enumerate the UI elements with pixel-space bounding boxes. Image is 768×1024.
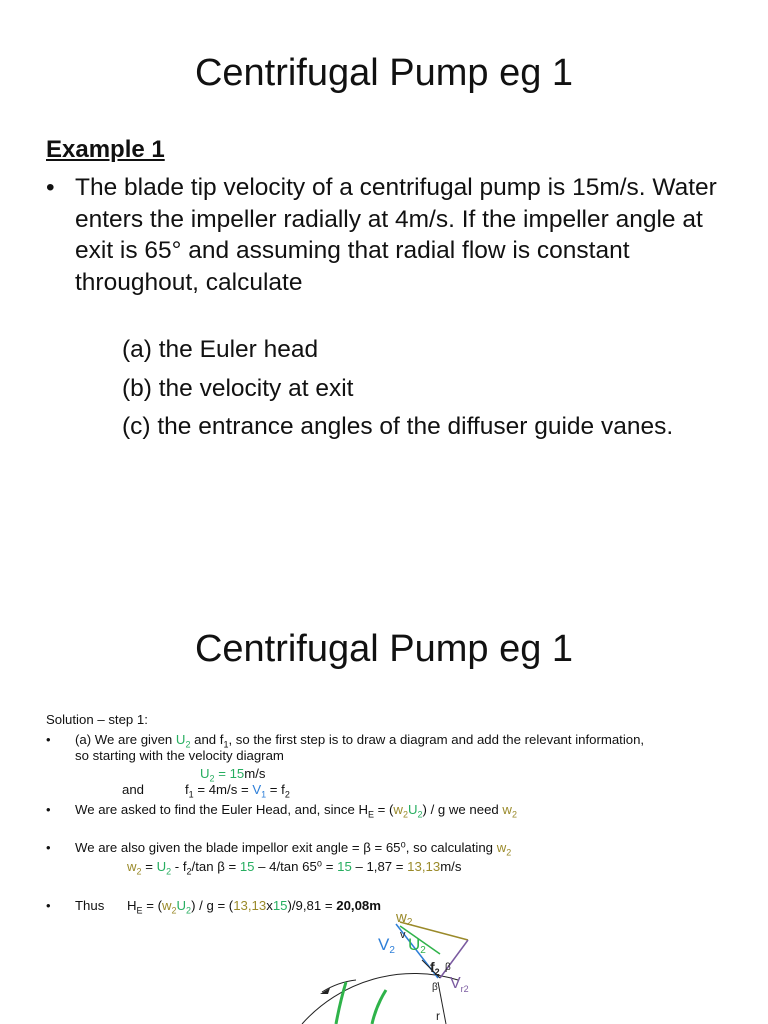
f2-label: $f_2$ [430,959,440,977]
exit-angle-line: We are also given the blade impellor exit angle = β = 65⁰, so calculating $w_2$ [75,840,512,858]
problem-text: The blade tip velocity of a centrifugal pump is 15m/s. Water enters the impeller radially at 4m/s. If the impeller angle at exit is 65° and assuming that radial flow is constant throughout, calculate [75,174,717,296]
beta-label-lower: β [432,982,438,993]
v-label: v [400,929,406,941]
bullet-marker: • [46,732,51,747]
question-c: (c) the entrance angles of the diffuser guide vanes. [122,413,674,440]
velocity-diagram [300,910,490,1024]
slide-title-2: Centrifugal Pump eg 1 [194,628,574,670]
r-label: r [436,1009,440,1023]
bullet-marker: • [46,840,51,855]
w2-label: $w_2$ [396,910,413,928]
bullet-marker: • [46,898,51,913]
euler-head-line: We are asked to find the Euler Head, and, since $H_E = (w_2U_2) / g$ we need $w_2$ [75,802,517,820]
bullet-marker: • [46,174,55,201]
u2-value: $U_2 = 15m/s$ [200,766,266,784]
slide-2 [0,576,768,1024]
thus-label: Thus [75,898,105,913]
u2-label: U2 [408,935,426,956]
blade [372,990,386,1024]
and-label: and [122,782,145,797]
solution-label: Solution – step 1: [46,712,148,727]
question-a: (a) the Euler head [122,336,319,363]
question-b: (b) the velocity at exit [122,374,354,402]
f1-value: $f_1 = 4m/s = V_1 = f_2$ [185,782,290,800]
problem-bullet [46,172,746,298]
slide-title: Centrifugal Pump eg 1 [194,52,574,94]
w2-calculation: $w_2 = U_2 - f_2/\tan$ β = 15 – 4/tan 65⁰ = 15 – 1,87 = 13,13m/s [127,859,462,877]
blade [336,982,346,1024]
question-list [122,334,742,450]
given-line-2: so starting with the velocity diagram [75,748,284,763]
bullet-marker: • [46,802,51,817]
euler-head-result: $H_E = (w_2U_2) / g = (13,13x15)/9,81 = 20,08m$ [127,898,381,916]
given-line: (a) We are given $U_2$ and $f_1$, so the first step is to draw a diagram and add the relevant information, [75,732,645,750]
v2-label: V2 [378,935,395,956]
rotation-arrow-head [320,988,330,994]
beta-label-upper: β [445,962,451,973]
example-heading: Example 1 [46,136,165,163]
vr2-label: $V_{r2}$ [450,975,469,994]
